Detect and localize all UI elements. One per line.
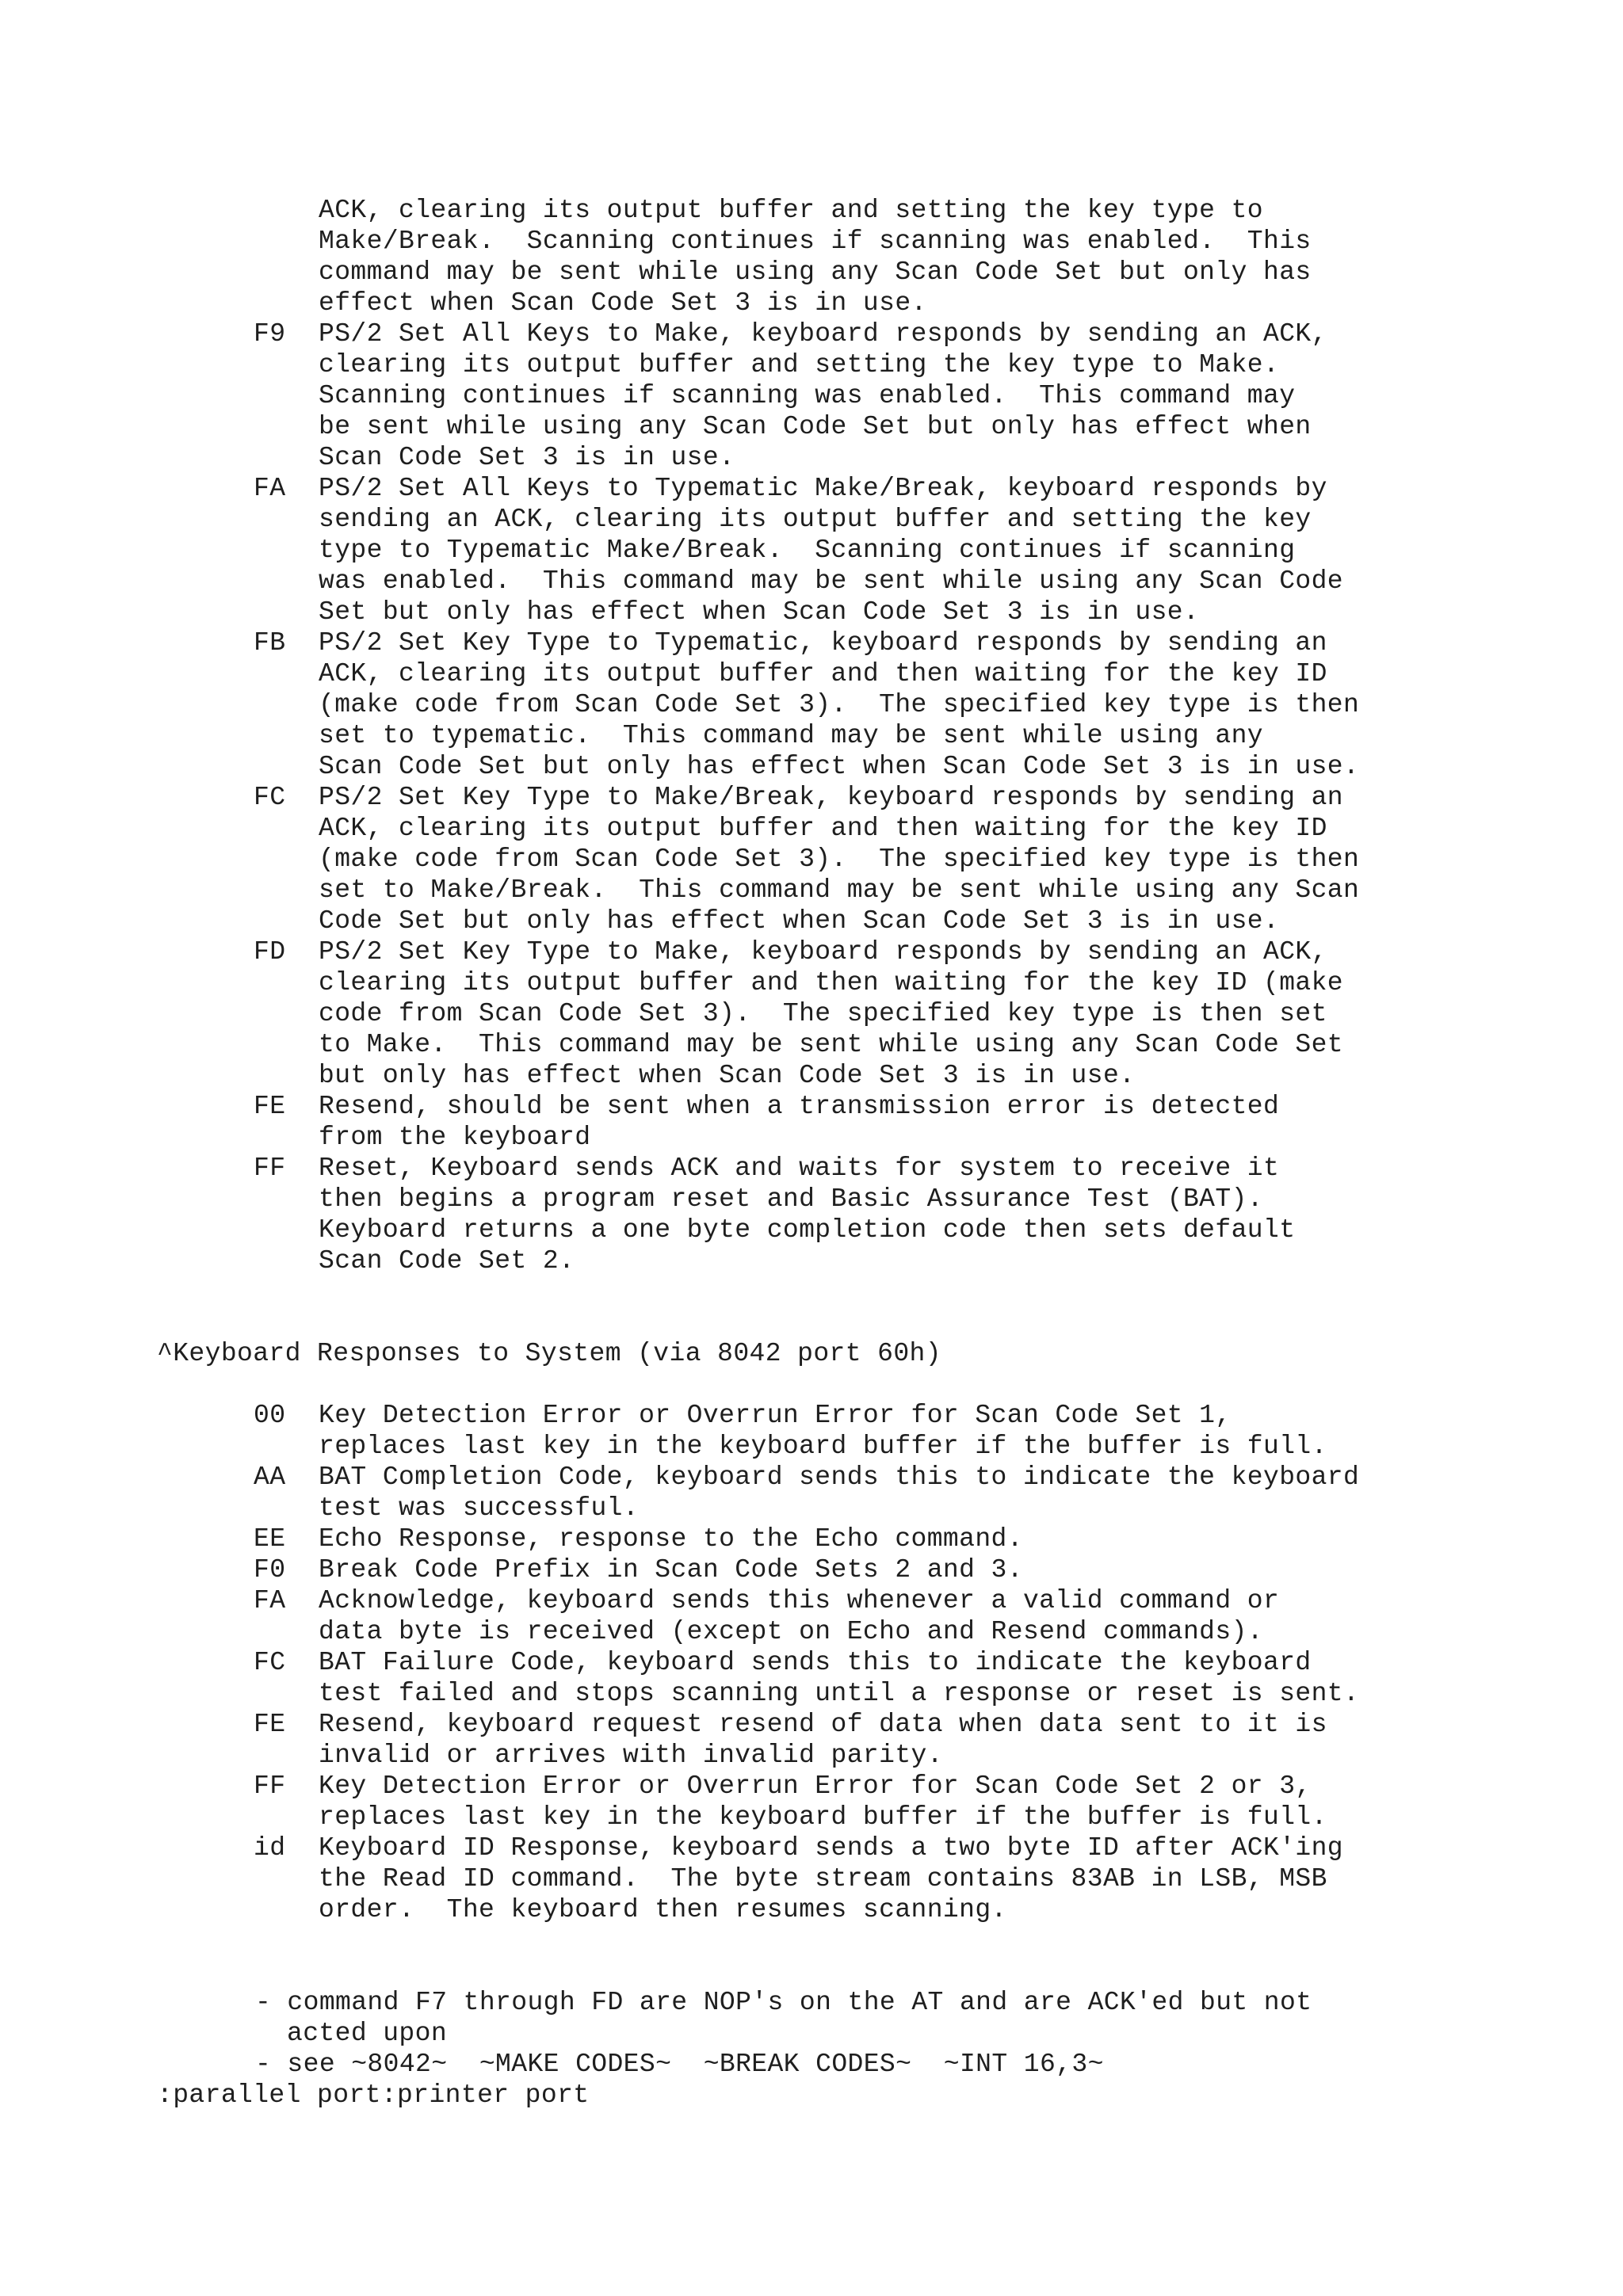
response-description-line: BAT Failure Code, keyboard sends this to indicate the keyboard — [319, 1648, 1312, 1677]
response-code: FE — [254, 1710, 286, 1739]
note-line: - command F7 through FD are NOP's on the AT and are ACK'ed but not — [255, 1988, 1312, 2017]
command-description-line: Scan Code Set but only has effect when Scan Code Set 3 is in use. — [319, 752, 1360, 781]
section-heading: ^Keyboard Responses to System (via 8042 port 60h) — [157, 1339, 941, 1368]
response-description-line: the Read ID command. The byte stream contains 83AB in LSB, MSB — [319, 1864, 1327, 1894]
text-line: effect when Scan Code Set 3 is in use. — [319, 288, 927, 318]
response-code: EE — [254, 1524, 286, 1554]
command-code: FF — [254, 1154, 286, 1183]
command-description-line: ACK, clearing its output buffer and then waiting for the key ID — [319, 814, 1327, 843]
response-code: FC — [254, 1648, 286, 1677]
response-description-line: data byte is received (except on Echo and Resend commands). — [319, 1617, 1263, 1646]
command-description-line: set to typematic. This command may be sent while using any — [319, 721, 1263, 750]
command-description-line: Reset, Keyboard sends ACK and waits for system to receive it — [319, 1154, 1280, 1183]
command-code: F9 — [254, 319, 286, 349]
note-continuation: acted upon — [287, 2019, 448, 2048]
command-description-line: type to Typematic Make/Break. Scanning continues if scanning — [319, 536, 1296, 565]
response-code: AA — [254, 1463, 286, 1492]
command-description-line: code from Scan Code Set 3). The specified key type is then set — [319, 999, 1327, 1028]
text-line: Make/Break. Scanning continues if scanning was enabled. This — [319, 227, 1312, 256]
response-description-line: Resend, keyboard request resend of data when data sent to it is — [319, 1710, 1327, 1739]
command-description-line: PS/2 Set Key Type to Make, keyboard responds by sending an ACK, — [319, 937, 1327, 967]
command-code: FB — [254, 628, 286, 658]
command-description-line: ACK, clearing its output buffer and then waiting for the key ID — [319, 659, 1327, 688]
command-description-line: Keyboard returns a one byte completion code then sets default — [319, 1215, 1296, 1245]
command-description-line: from the keyboard — [319, 1123, 591, 1152]
response-description-line: Key Detection Error or Overrun Error for Scan Code Set 1, — [319, 1401, 1232, 1430]
command-description-line: (make code from Scan Code Set 3). The specified key type is then — [319, 845, 1360, 874]
command-description-line: Scan Code Set 2. — [319, 1246, 575, 1276]
response-code: id — [254, 1833, 286, 1863]
command-description-line: sending an ACK, clearing its output buffer and setting the key — [319, 505, 1312, 534]
response-code: 00 — [254, 1401, 286, 1430]
command-description-line: PS/2 Set All Keys to Typematic Make/Break, keyboard responds by — [319, 474, 1327, 503]
response-description-line: test was successful. — [319, 1493, 640, 1523]
command-description-line: set to Make/Break. This command may be sent while using any Scan — [319, 875, 1360, 905]
command-description-line: to Make. This command may be sent while using any Scan Code Set — [319, 1030, 1344, 1059]
text-line: ACK, clearing its output buffer and setting the key type to — [319, 196, 1263, 225]
command-description-line: clearing its output buffer and setting the key type to Make. — [319, 350, 1280, 379]
command-description-line: Resend, should be sent when a transmission error is detected — [319, 1092, 1280, 1121]
command-description-line: clearing its output buffer and then waiting for the key ID (make — [319, 968, 1344, 997]
response-description-line: invalid or arrives with invalid parity. — [319, 1741, 943, 1770]
text-line: command may be sent while using any Scan Code Set but only has — [319, 257, 1312, 287]
response-description-line: Keyboard ID Response, keyboard sends a two byte ID after ACK'ing — [319, 1833, 1344, 1863]
command-description-line: Set but only has effect when Scan Code Set 3 is in use. — [319, 597, 1200, 627]
response-description-line: Key Detection Error or Overrun Error for Scan Code Set 2 or 3, — [319, 1772, 1312, 1801]
response-description-line: BAT Completion Code, keyboard sends this to indicate the keyboard — [319, 1463, 1360, 1492]
command-description-line: (make code from Scan Code Set 3). The specified key type is then — [319, 690, 1360, 719]
response-code: FF — [254, 1772, 286, 1801]
command-description-line: but only has effect when Scan Code Set 3 is in use. — [319, 1061, 1136, 1090]
command-code: FC — [254, 783, 286, 812]
response-description-line: Break Code Prefix in Scan Code Sets 2 and 3. — [319, 1555, 1023, 1585]
response-code: FA — [254, 1586, 286, 1615]
command-description-line: Scanning continues if scanning was enabled. This command may — [319, 381, 1296, 410]
response-description-line: Acknowledge, keyboard sends this whenever a valid command or — [319, 1586, 1280, 1615]
topic-marker: :parallel port:printer port — [157, 2081, 590, 2110]
response-description-line: replaces last key in the keyboard buffer if the buffer is full. — [319, 1802, 1327, 1832]
command-description-line: PS/2 Set All Keys to Make, keyboard responds by sending an ACK, — [319, 319, 1327, 349]
see-also-links[interactable]: - see ~8042~ ~MAKE CODES~ ~BREAK CODES~ ~INT 16,3~ — [255, 2050, 1104, 2079]
response-code: F0 — [254, 1555, 286, 1585]
command-description-line: was enabled. This command may be sent while using any Scan Code — [319, 566, 1344, 596]
command-code: FA — [254, 474, 286, 503]
response-description-line: test failed and stops scanning until a response or reset is sent. — [319, 1679, 1360, 1708]
command-description-line: Scan Code Set 3 is in use. — [319, 443, 735, 472]
command-description-line: PS/2 Set Key Type to Make/Break, keyboard responds by sending an — [319, 783, 1344, 812]
command-description-line: PS/2 Set Key Type to Typematic, keyboard responds by sending an — [319, 628, 1327, 658]
command-description-line: then begins a program reset and Basic Assurance Test (BAT). — [319, 1184, 1263, 1214]
command-code: FE — [254, 1092, 286, 1121]
command-description-line: be sent while using any Scan Code Set but only has effect when — [319, 412, 1312, 441]
command-description-line: Code Set but only has effect when Scan Code Set 3 is in use. — [319, 906, 1280, 936]
response-description-line: Echo Response, response to the Echo command. — [319, 1524, 1023, 1554]
response-description-line: replaces last key in the keyboard buffer if the buffer is full. — [319, 1432, 1327, 1461]
response-description-line: order. The keyboard then resumes scanning. — [319, 1895, 1007, 1924]
command-code: FD — [254, 937, 286, 967]
